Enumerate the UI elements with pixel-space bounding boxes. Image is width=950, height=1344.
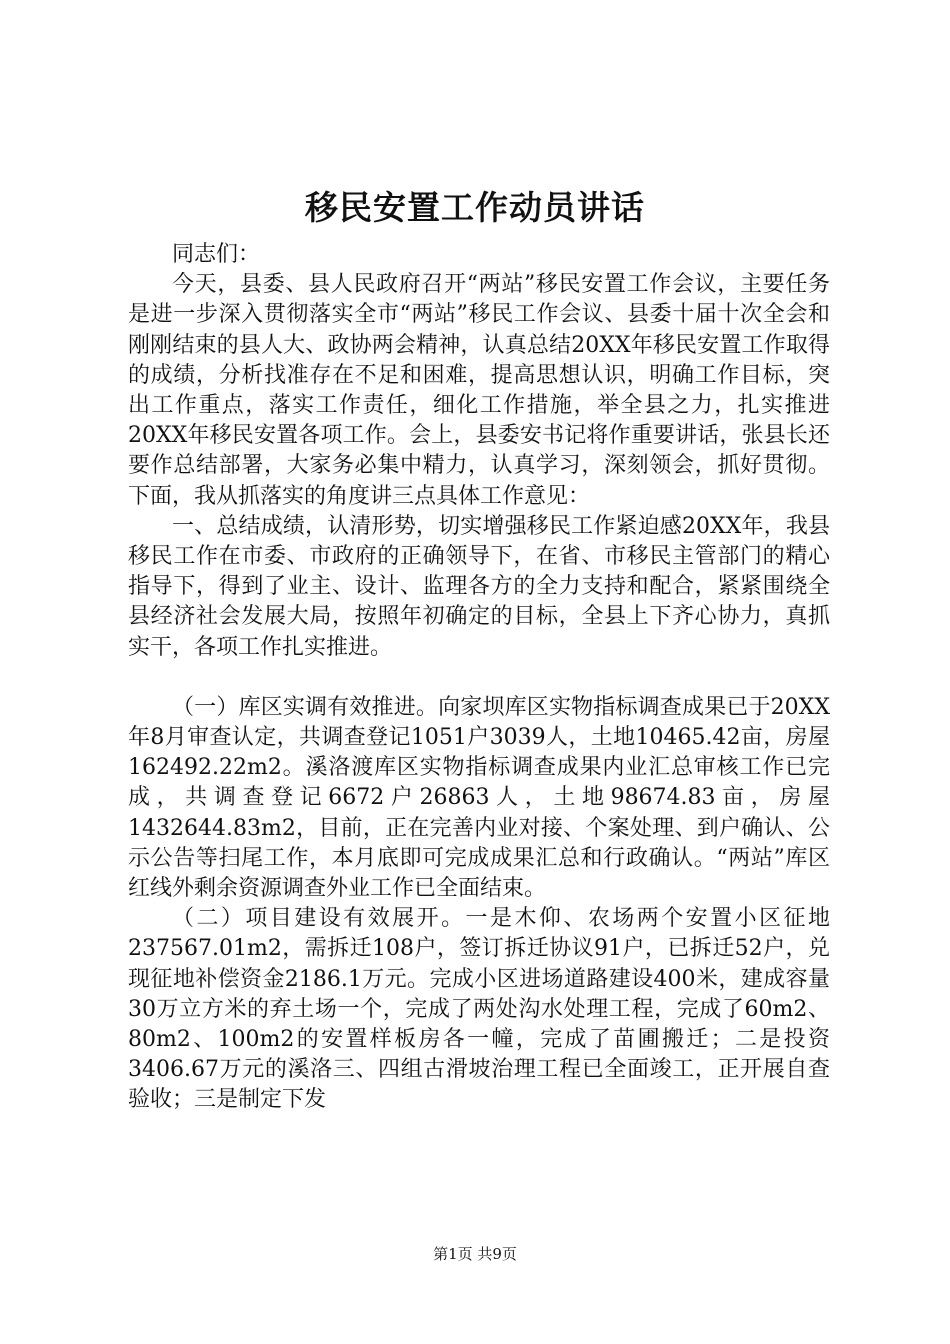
salutation-paragraph: 同志们： (172, 242, 261, 267)
subsection-two-paragraph: （二）项目建设有效展开。一是木仰、农场两个安置小区征地237567.01m2，需拆迁108户，签订拆迁协议91户，已拆迁52户，兑现征地补偿资金2186.1万元。完成小区进场道路建设400米，建成容量30万立方米的弃土场一个，完成了两处沟水处理工程，完成了60m2、80m2、100m2的安置样板房各一幢，完成了苗圃搬迁；二是投资3406.67万元的溪洛三、四组古滑坡治理工程已全面竣工，正开展自查验收；三是制定下发 (128, 906, 830, 1113)
subsection-one-paragraph: （一）库区实调有效推进。向家坝库区实物指标调查成果已于20XX年8月审查认定，共调查登记1051户3039人，土地10465.42亩，房屋162492.22m2。溪洛渡库区实物指标调查成果内业汇总审核工作已完成，共调查登记6672户26863人，土地98674.83亩，房屋1432644.83m2，目前，正在完善内业对接、个案处理、到户确认、公示公告等扫尾工作，本月底即可完成成果汇总和行政确认。“两站”库区红线外剩余资源调查外业工作已全面结束。 (128, 694, 830, 902)
document-body (128, 240, 830, 1116)
document-title: 移民安置工作动员讲话 (305, 188, 645, 227)
intro-paragraph: 今天，县委、县人民政府召开“两站”移民安置工作会议，主要任务是进一步深入贯彻落实全市“两站”移民工作会议、县委十届十次全会和刚刚结束的县人大、政协两会精神，认真总结20XX年移民安置工作取得的成绩，分析找准存在不足和困难，提高思想认识，明确工作目标，突出工作重点，落实工作责任，细化工作措施，举全县之力，扎实推进20XX年移民安置各项工作。会上，县委安书记将作重要讲话，张县长还要作总结部署，大家务必集中精力，认真学习，深刻领会，抓好贯彻。下面，我从抓落实的角度讲三点具体工作意见： (128, 272, 830, 509)
section-one-paragraph: 一、总结成绩，认清形势，切实增强移民工作紧迫感20XX年，我县移民工作在市委、市政府的正确领导下，在省、市移民主管部门的精心指导下，得到了业主、设计、监理各方的全力支持和配合，紧紧围绕全县经济社会发展大局，按照年初确定的目标，全县上下齐心协力，真抓实干，各项工作扎实推进。 (128, 513, 830, 660)
page-number-footer: 第1页 共9页 (433, 1245, 517, 1263)
